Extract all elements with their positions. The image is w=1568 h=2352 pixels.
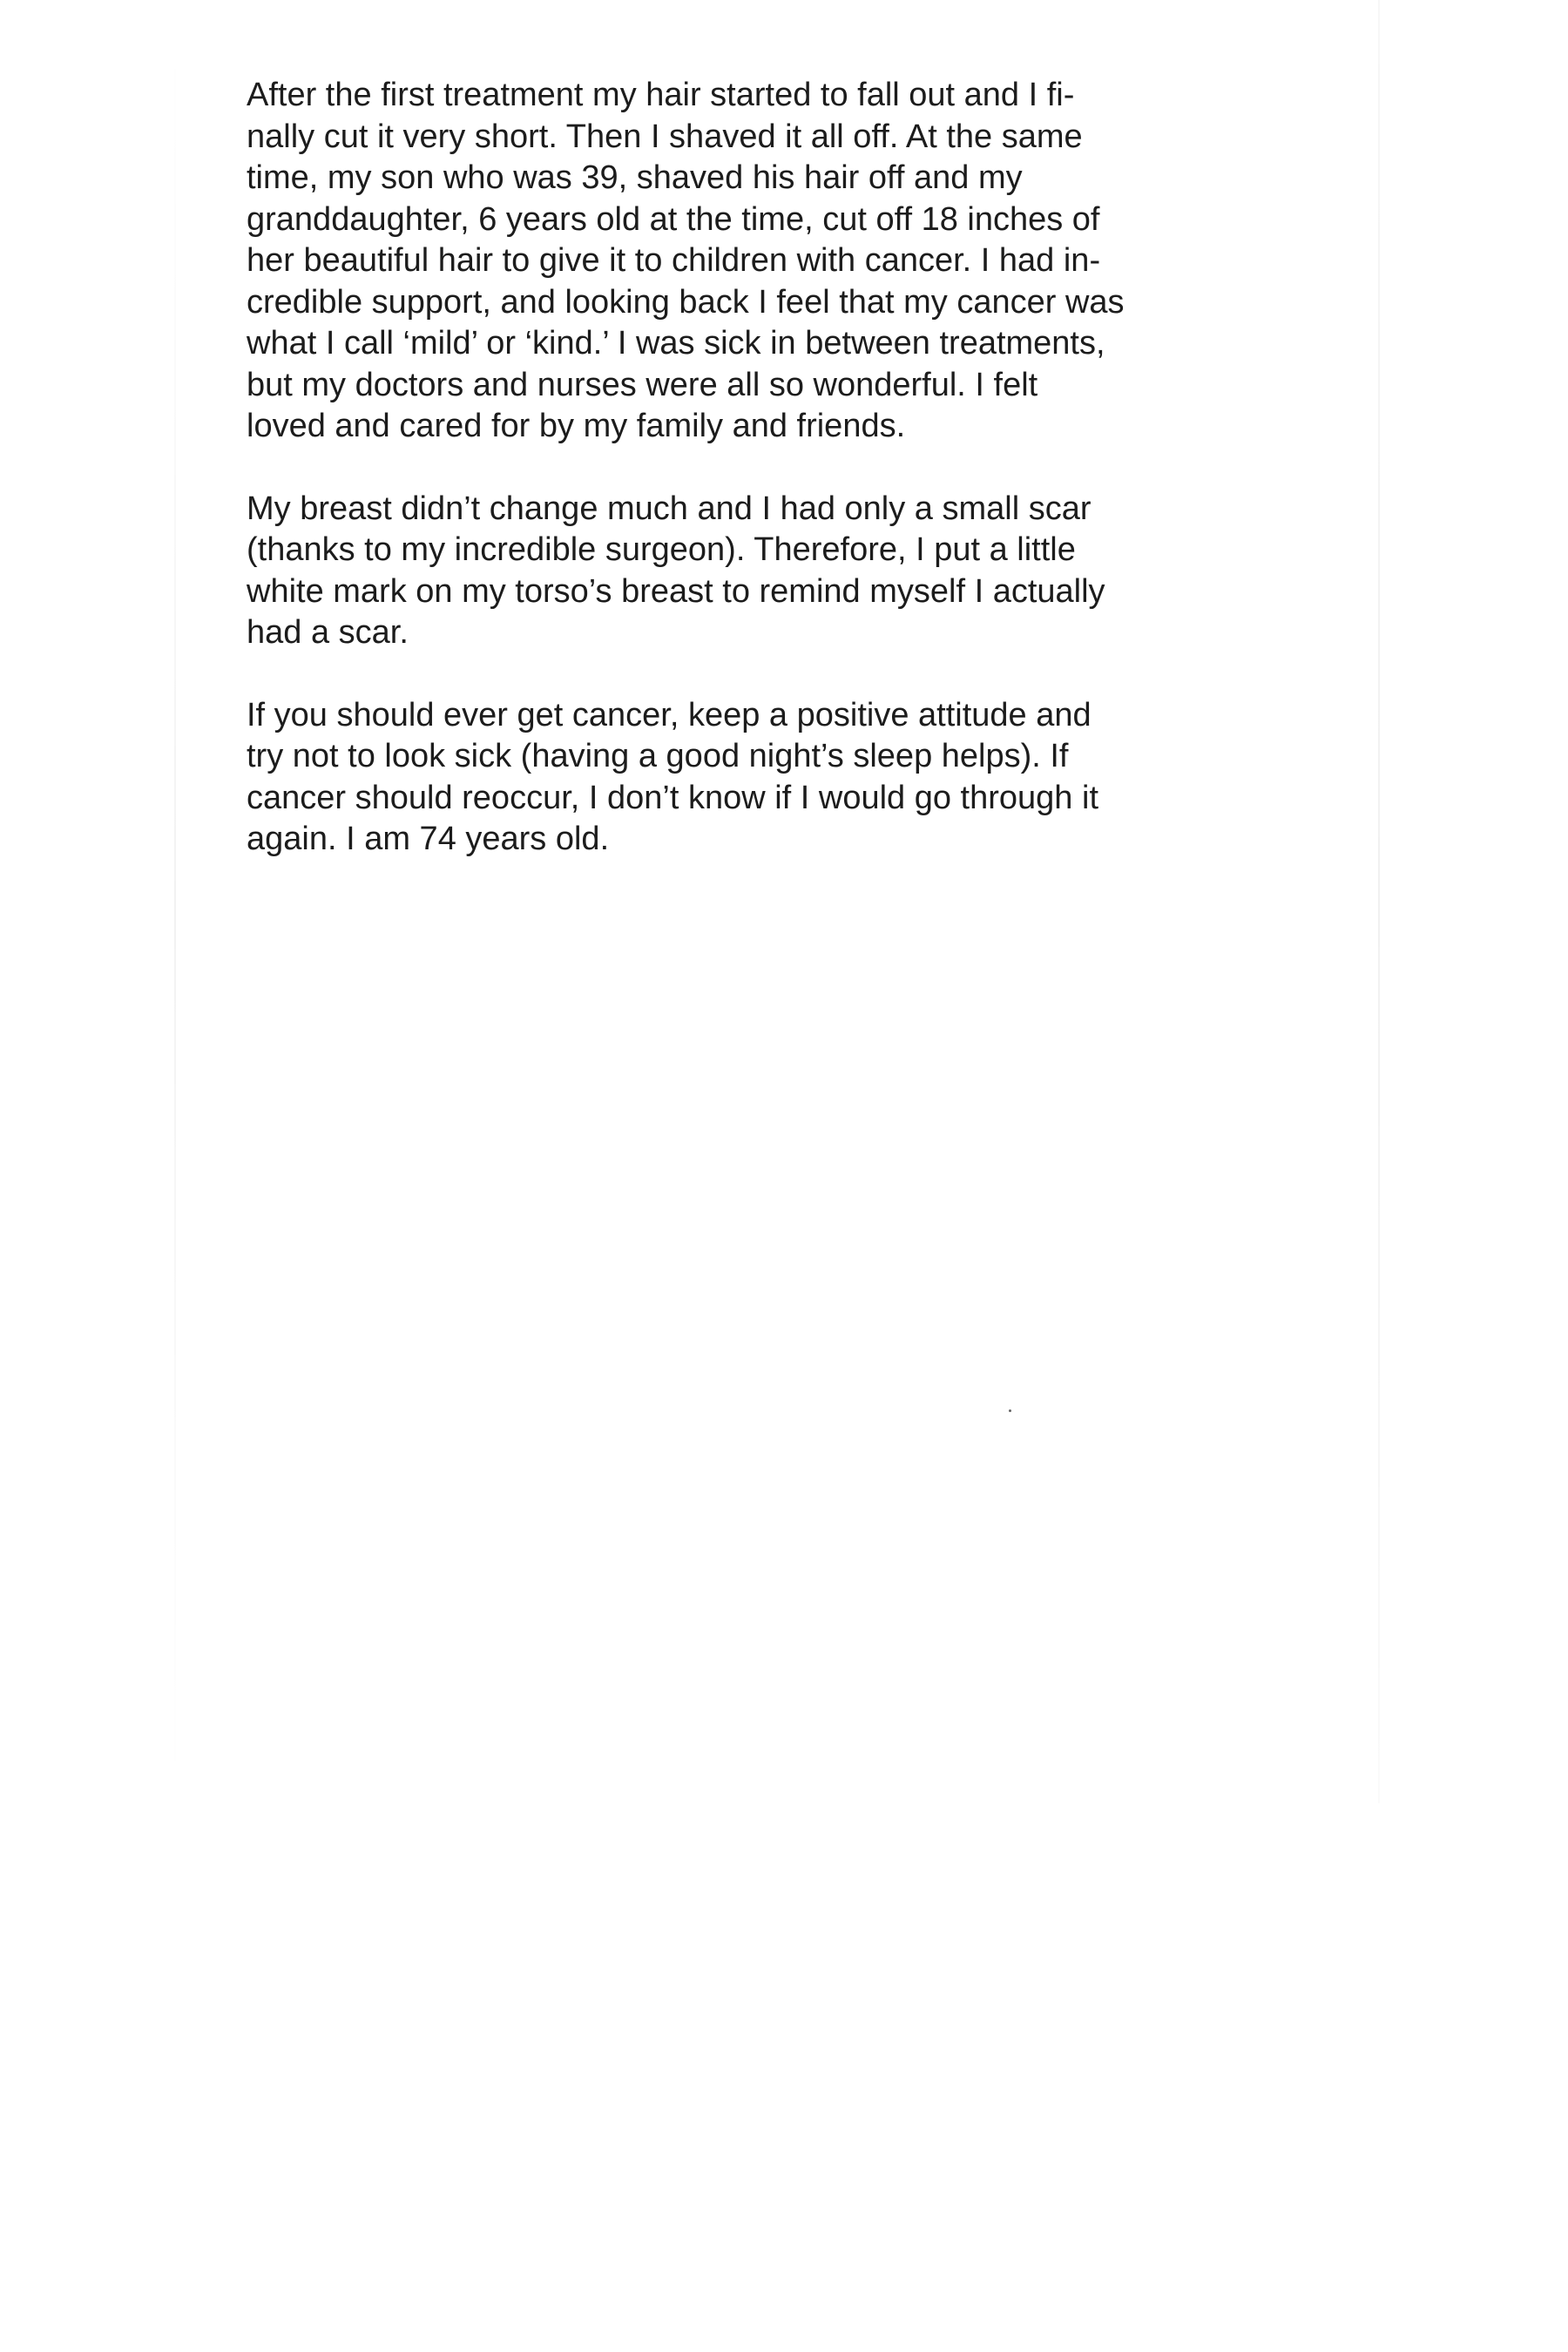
text-line: white mark on my torso’s breast to remind myself I actually — [247, 572, 1105, 610]
text-line: cancer should reoccur, I don’t know if I would go through it — [247, 779, 1098, 816]
scan-shadow-right — [1378, 0, 1380, 1803]
paragraph-advice — [247, 695, 1231, 861]
paragraph-chemotherapy — [247, 75, 1231, 448]
text-line: try not to look sick (having a good night’s sleep helps). If — [247, 738, 1069, 774]
text-line: credible support, and looking back I feel that my cancer was — [247, 283, 1125, 321]
text-line: loved and cared for by my family and friends. — [247, 408, 906, 444]
text-line: again. I am 74 years old. — [247, 821, 610, 857]
scan-speck — [1009, 1409, 1011, 1412]
text-line: After the first treatment my hair started to fall out and I fi- — [247, 77, 1075, 113]
body-text — [247, 75, 1231, 902]
text-line: If you should ever get cancer, keep a positive attitude and — [247, 696, 1092, 733]
text-line: nally cut it very short. Then I shaved it all off. At the same — [247, 118, 1083, 155]
text-line: her beautiful hair to give it to children with cancer. I had in- — [247, 242, 1101, 279]
text-line: what I call ‘mild’ or ‘kind.’ I was sick in between treatments, — [247, 325, 1105, 362]
paragraph-scar — [247, 489, 1231, 654]
text-line: had a scar. — [247, 614, 409, 651]
text-line: My breast didn’t change much and I had only a small scar — [247, 490, 1092, 527]
text-line: (thanks to my incredible surgeon). Therefore, I put a little — [247, 531, 1076, 568]
text-line: granddaughter, 6 years old at the time, cut off 18 inches of — [247, 200, 1100, 238]
scan-shadow-left — [174, 35, 176, 1794]
text-line: time, my son who was 39, shaved his hair off and my — [247, 159, 1023, 196]
text-line: but my doctors and nurses were all so wonderful. I felt — [247, 366, 1038, 403]
